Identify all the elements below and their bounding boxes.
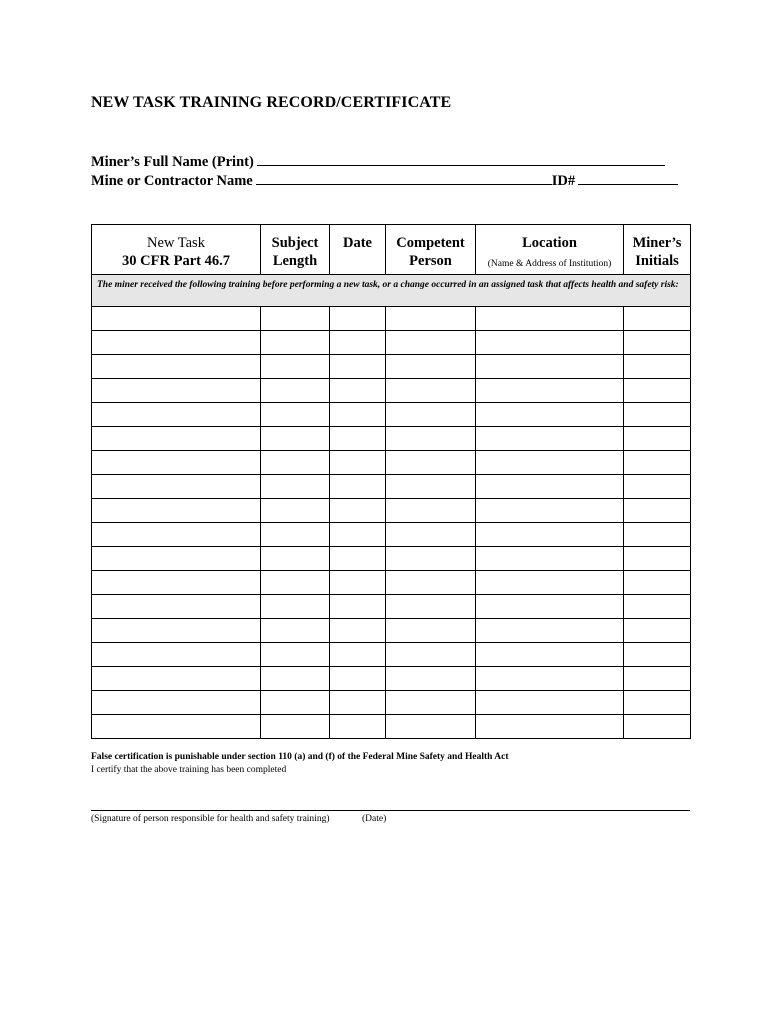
cell-miners-initials[interactable]: [624, 499, 691, 523]
id-field[interactable]: [578, 171, 678, 185]
cell-competent-person[interactable]: [386, 643, 476, 667]
cell-location[interactable]: [476, 355, 624, 379]
cell-miners-initials[interactable]: [624, 475, 691, 499]
cell-location[interactable]: [476, 379, 624, 403]
table-header-row: [92, 225, 691, 275]
table-row: [92, 379, 691, 403]
cell-date[interactable]: [330, 643, 386, 667]
certification-statement: I certify that the above training has been completed: [91, 765, 287, 775]
cell-miners-initials[interactable]: [624, 643, 691, 667]
cell-subject-length[interactable]: [261, 523, 330, 547]
cell-subject-length[interactable]: [261, 403, 330, 427]
cell-subject-length[interactable]: [261, 595, 330, 619]
cell-subject-length[interactable]: [261, 379, 330, 403]
cell-new-task[interactable]: [92, 547, 261, 571]
cell-location[interactable]: [476, 643, 624, 667]
cell-miners-initials[interactable]: [624, 667, 691, 691]
cell-date[interactable]: [330, 667, 386, 691]
header-new-task-line1: New Task: [147, 235, 205, 251]
table-row: [92, 427, 691, 451]
table-row: [92, 403, 691, 427]
header-location-label: Location: [522, 235, 577, 251]
cell-location[interactable]: [476, 403, 624, 427]
cell-date[interactable]: [330, 715, 386, 739]
cell-location[interactable]: [476, 475, 624, 499]
cell-new-task[interactable]: [92, 643, 261, 667]
cell-date[interactable]: [330, 499, 386, 523]
cell-miners-initials[interactable]: [624, 307, 691, 331]
cell-new-task[interactable]: [92, 331, 261, 355]
cell-date[interactable]: [330, 379, 386, 403]
signature-line[interactable]: [91, 810, 690, 811]
table-row: [92, 307, 691, 331]
header-new-task: [92, 225, 261, 275]
header-subject-line1: Subject: [271, 235, 319, 251]
note-row: [92, 275, 691, 307]
table-row: [92, 523, 691, 547]
cell-new-task[interactable]: [92, 667, 261, 691]
miner-name-label: Miner’s Full Name (Print): [91, 154, 254, 170]
cell-subject-length[interactable]: [261, 475, 330, 499]
table-row: [92, 715, 691, 739]
mine-name-label: Mine or Contractor Name: [91, 173, 253, 189]
table-row: [92, 331, 691, 355]
cell-competent-person[interactable]: [386, 379, 476, 403]
cell-subject-length[interactable]: [261, 451, 330, 475]
cell-competent-person[interactable]: [386, 427, 476, 451]
cell-date[interactable]: [330, 331, 386, 355]
signature-date-label: (Date): [362, 814, 387, 824]
mine-name-row: [91, 171, 678, 190]
header-initials-line1: Miner’s: [632, 235, 682, 251]
cell-competent-person[interactable]: [386, 691, 476, 715]
page-title: NEW TASK TRAINING RECORD/CERTIFICATE: [91, 94, 452, 111]
header-competent-line1: Competent: [396, 235, 465, 251]
cell-new-task[interactable]: [92, 355, 261, 379]
table-row: [92, 691, 691, 715]
table-row: [92, 499, 691, 523]
header-competent-person: [386, 225, 476, 275]
cell-subject-length[interactable]: [261, 547, 330, 571]
cell-new-task[interactable]: [92, 619, 261, 643]
cell-new-task[interactable]: [92, 307, 261, 331]
cell-new-task[interactable]: [92, 403, 261, 427]
cell-new-task[interactable]: [92, 523, 261, 547]
cell-subject-length[interactable]: [261, 715, 330, 739]
cell-miners-initials[interactable]: [624, 547, 691, 571]
cell-subject-length[interactable]: [261, 355, 330, 379]
miner-name-field[interactable]: [257, 152, 665, 166]
table-row: [92, 451, 691, 475]
cell-location[interactable]: [476, 307, 624, 331]
cell-date[interactable]: [330, 427, 386, 451]
mine-name-field[interactable]: [256, 171, 552, 185]
header-date: [330, 225, 386, 275]
cell-new-task[interactable]: [92, 379, 261, 403]
cell-subject-length[interactable]: [261, 427, 330, 451]
cell-location[interactable]: [476, 331, 624, 355]
header-subject-length: [261, 225, 330, 275]
cell-miners-initials[interactable]: [624, 355, 691, 379]
header-initials-line2: Initials: [635, 253, 679, 269]
cell-competent-person[interactable]: [386, 571, 476, 595]
cell-miners-initials[interactable]: [624, 715, 691, 739]
cell-competent-person[interactable]: [386, 451, 476, 475]
cell-subject-length[interactable]: [261, 667, 330, 691]
cell-competent-person[interactable]: [386, 667, 476, 691]
table-row: [92, 619, 691, 643]
header-new-task-line2: 30 CFR Part 46.7: [122, 253, 230, 269]
cell-location[interactable]: [476, 427, 624, 451]
cell-new-task[interactable]: [92, 499, 261, 523]
cell-date[interactable]: [330, 595, 386, 619]
table-row: [92, 667, 691, 691]
cell-competent-person[interactable]: [386, 715, 476, 739]
cell-miners-initials[interactable]: [624, 571, 691, 595]
cell-date[interactable]: [330, 691, 386, 715]
cell-subject-length[interactable]: [261, 331, 330, 355]
header-location: [476, 225, 624, 275]
cell-miners-initials[interactable]: [624, 403, 691, 427]
cell-competent-person[interactable]: [386, 355, 476, 379]
cell-subject-length[interactable]: [261, 691, 330, 715]
cell-new-task[interactable]: [92, 691, 261, 715]
cell-date[interactable]: [330, 547, 386, 571]
cell-subject-length[interactable]: [261, 307, 330, 331]
training-note: The miner received the following training before performing a new task, or a change occurred in an assigned task that affects health and safety risk:: [92, 275, 691, 307]
cell-location[interactable]: [476, 667, 624, 691]
cell-miners-initials[interactable]: [624, 523, 691, 547]
cell-miners-initials[interactable]: [624, 451, 691, 475]
false-certification-notice: False certification is punishable under section 110 (a) and (f) of the Federal Mine Safety and Health Act: [91, 752, 509, 762]
cell-date[interactable]: [330, 475, 386, 499]
cell-date[interactable]: [330, 307, 386, 331]
cell-subject-length[interactable]: [261, 643, 330, 667]
training-record-table: [91, 224, 691, 739]
cell-competent-person[interactable]: [386, 595, 476, 619]
cell-subject-length[interactable]: [261, 571, 330, 595]
header-date-label: Date: [343, 235, 372, 251]
cell-date[interactable]: [330, 355, 386, 379]
cell-location[interactable]: [476, 499, 624, 523]
cell-new-task[interactable]: [92, 451, 261, 475]
cell-new-task[interactable]: [92, 475, 261, 499]
cell-subject-length[interactable]: [261, 499, 330, 523]
cell-location[interactable]: [476, 571, 624, 595]
signature-label: (Signature of person responsible for health and safety training): [91, 814, 330, 824]
table-row: [92, 643, 691, 667]
cell-new-task[interactable]: [92, 595, 261, 619]
header-subject-line2: Length: [272, 253, 318, 269]
cell-competent-person[interactable]: [386, 403, 476, 427]
cell-miners-initials[interactable]: [624, 595, 691, 619]
header-miners-initials: [624, 225, 691, 275]
header-location-sub: (Name & Address of Institution): [487, 259, 612, 269]
cell-new-task[interactable]: [92, 715, 261, 739]
cell-location[interactable]: [476, 595, 624, 619]
cell-subject-length[interactable]: [261, 619, 330, 643]
cell-location[interactable]: [476, 691, 624, 715]
id-label: ID#: [551, 173, 576, 189]
cell-new-task[interactable]: [92, 571, 261, 595]
cell-competent-person[interactable]: [386, 547, 476, 571]
cell-location[interactable]: [476, 715, 624, 739]
table-row: [92, 355, 691, 379]
cell-location[interactable]: [476, 619, 624, 643]
cell-competent-person[interactable]: [386, 475, 476, 499]
cell-date[interactable]: [330, 451, 386, 475]
cell-location[interactable]: [476, 547, 624, 571]
cell-miners-initials[interactable]: [624, 379, 691, 403]
cell-competent-person[interactable]: [386, 307, 476, 331]
cell-date[interactable]: [330, 619, 386, 643]
cell-competent-person[interactable]: [386, 619, 476, 643]
cell-date[interactable]: [330, 571, 386, 595]
cell-date[interactable]: [330, 403, 386, 427]
cell-date[interactable]: [330, 523, 386, 547]
cell-competent-person[interactable]: [386, 523, 476, 547]
table-row: [92, 571, 691, 595]
cell-competent-person[interactable]: [386, 499, 476, 523]
cell-competent-person[interactable]: [386, 331, 476, 355]
table-row: [92, 475, 691, 499]
cell-location[interactable]: [476, 451, 624, 475]
cell-new-task[interactable]: [92, 427, 261, 451]
miner-name-row: [91, 152, 665, 171]
cell-miners-initials[interactable]: [624, 691, 691, 715]
header-competent-line2: Person: [409, 253, 452, 269]
cell-location[interactable]: [476, 523, 624, 547]
cell-miners-initials[interactable]: [624, 331, 691, 355]
cell-miners-initials[interactable]: [624, 427, 691, 451]
table-row: [92, 547, 691, 571]
cell-miners-initials[interactable]: [624, 619, 691, 643]
table-row: [92, 595, 691, 619]
